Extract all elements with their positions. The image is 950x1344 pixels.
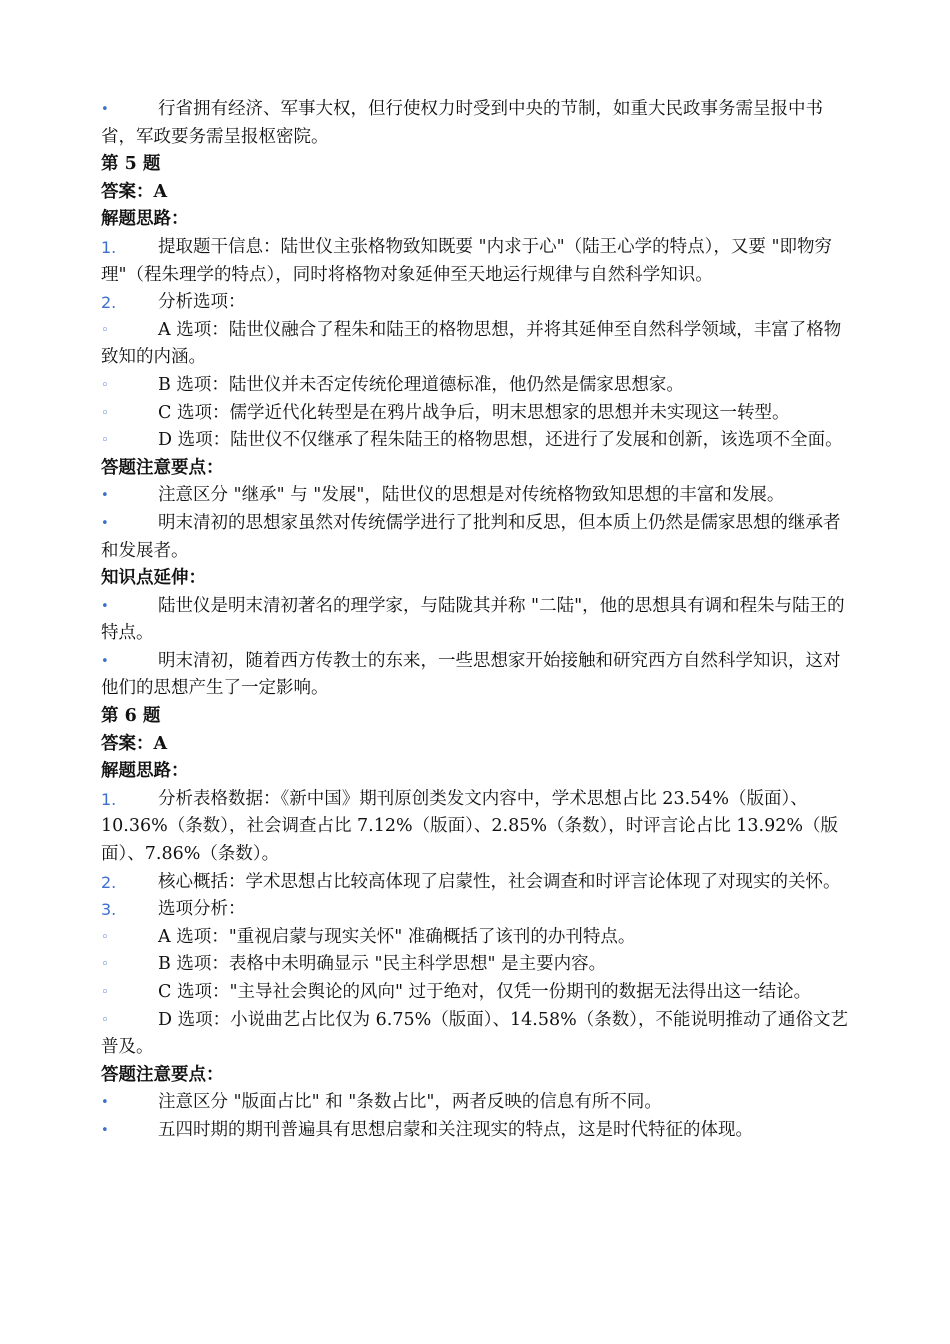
section-heading: 答题注意要点： <box>101 457 224 478</box>
list-item-text: 五四时期的期刊普遍具有思想启蒙和关注现实的特点，这是时代特征的体现。 <box>158 1119 753 1140</box>
section-heading: 答题注意要点： <box>101 1064 224 1085</box>
list-item <box>101 372 850 400</box>
list-item <box>101 869 850 897</box>
section-heading: 知识点延伸： <box>101 568 206 589</box>
list-item-text: 行省拥有经济、军事大权，但行使权力时受到中央的节制，如重大民政事务需呈报中书省，军政要务需呈报枢密院。 <box>101 99 823 147</box>
list-item-text: 注意区分 "版面占比" 和 "条数占比"，两者反映的信息有所不同。 <box>158 1092 662 1113</box>
list-item <box>101 427 850 455</box>
bullet-icon: • <box>101 515 109 531</box>
list-number: 2. <box>101 293 117 313</box>
list-item-text: 分析选项： <box>158 292 246 313</box>
list-item <box>101 482 850 510</box>
bullet-icon: • <box>101 488 109 504</box>
bullet-icon: • <box>101 102 109 117</box>
list-item <box>101 951 850 979</box>
section-heading: 解题思路： <box>101 761 189 782</box>
list-item-text: A 选项："重视启蒙与现实关怀" 准确概括了该刊的办刊特点。 <box>158 926 636 947</box>
section-heading: 答案：A <box>101 733 168 754</box>
circle-bullet-icon: ◦ <box>101 433 109 449</box>
list-item <box>101 924 850 952</box>
list-item <box>101 289 850 317</box>
list-item-text: 明末清初，随着西方传教士的东来，一些思想家开始接触和研究西方自然科学知识，这对他们的思想产生了一定影响。 <box>101 650 841 699</box>
circle-bullet-icon: ◦ <box>101 405 109 421</box>
list-number: 1. <box>101 237 117 257</box>
section-heading: 答案：A <box>101 181 168 202</box>
circle-bullet-icon: ◦ <box>101 377 109 393</box>
section-heading: 第 5 题 <box>101 154 161 175</box>
list-item-text: 提取题干信息：陆世仪主张格物致知既要 "内求于心"（陆王心学的特点），又要 "即物穷理"（程朱理学的特点），同时将格物对象延伸至天地运行规律与自然科学知识。 <box>101 236 833 285</box>
bullet-icon: • <box>101 1122 109 1138</box>
circle-bullet-icon: ◦ <box>101 322 109 338</box>
list-item-text: 注意区分 "继承" 与 "发展"，陆世仪的思想是对传统格物致知思想的丰富和发展。 <box>158 485 785 506</box>
section-heading: 第 6 题 <box>101 706 161 727</box>
list-item <box>101 593 850 648</box>
circle-bullet-icon: ◦ <box>101 929 109 945</box>
list-item <box>101 786 850 869</box>
list-number: 1. <box>101 789 117 809</box>
circle-bullet-icon: ◦ <box>101 957 109 973</box>
circle-bullet-icon: ◦ <box>101 1012 109 1028</box>
list-item-text: A 选项：陆世仪融合了程朱和陆王的格物思想，并将其延伸至自然科学领域，丰富了格物致知的内涵。 <box>101 319 842 368</box>
list-number: 3. <box>101 900 117 920</box>
bullet-icon: • <box>101 1095 109 1111</box>
list-item <box>101 400 850 428</box>
list-item <box>101 896 850 924</box>
list-item <box>101 234 850 289</box>
list-item-text: 陆世仪是明末清初著名的理学家，与陆陇其并称 "二陆"，他的思想具有调和程朱与陆王的特点。 <box>101 595 845 644</box>
list-item <box>101 979 850 1007</box>
list-item <box>101 1007 850 1062</box>
bullet-icon: • <box>101 598 109 614</box>
list-item-text: B 选项：陆世仪并未否定传统伦理道德标准，他仍然是儒家思想家。 <box>158 374 684 395</box>
list-item-text: C 选项：儒学近代化转型是在鸦片战争后，明末思想家的思想并未实现这一转型。 <box>158 402 790 423</box>
list-item <box>101 1089 850 1117</box>
list-item-text: 分析表格数据：《新中国》期刊原创类发文内容中，学术思想占比 23.54%（版面）、10.36%（条数），社会调查占比 7.12%（版面）、2.85%（条数），时评言论占比 13.92%（版面）、7.86%（条数）。 <box>101 788 839 865</box>
circle-bullet-icon: ◦ <box>101 985 109 1000</box>
list-item-text: 选项分析： <box>158 899 246 920</box>
list-item <box>101 317 850 372</box>
list-item-text: D 选项：小说曲艺占比仅为 6.75%（版面）、14.58%（条数），不能说明推动了通俗文艺普及。 <box>101 1009 848 1058</box>
list-item-text: D 选项：陆世仪不仅继承了程朱陆王的格物思想，还进行了发展和创新，该选项不全面。 <box>158 430 843 451</box>
list-number: 2. <box>101 872 117 892</box>
list-item-text: 明末清初的思想家虽然对传统儒学进行了批判和反思，但本质上仍然是儒家思想的继承者和发展者。 <box>101 512 841 561</box>
list-item <box>101 1117 850 1145</box>
list-item <box>101 510 850 565</box>
list-item <box>101 648 850 703</box>
list-item-text: C 选项："主导社会舆论的风向" 过于绝对，仅凭一份期刊的数据无法得出这一结论。 <box>158 982 812 1002</box>
section-heading: 解题思路： <box>101 209 189 230</box>
bullet-icon: • <box>101 653 109 669</box>
list-item-text: 核心概括：学术思想占比较高体现了启蒙性，社会调查和时评言论体现了对现实的关怀。 <box>158 871 841 892</box>
list-item <box>101 96 850 151</box>
list-item-text: B 选项：表格中未明确显示 "民主科学思想" 是主要内容。 <box>158 954 607 975</box>
